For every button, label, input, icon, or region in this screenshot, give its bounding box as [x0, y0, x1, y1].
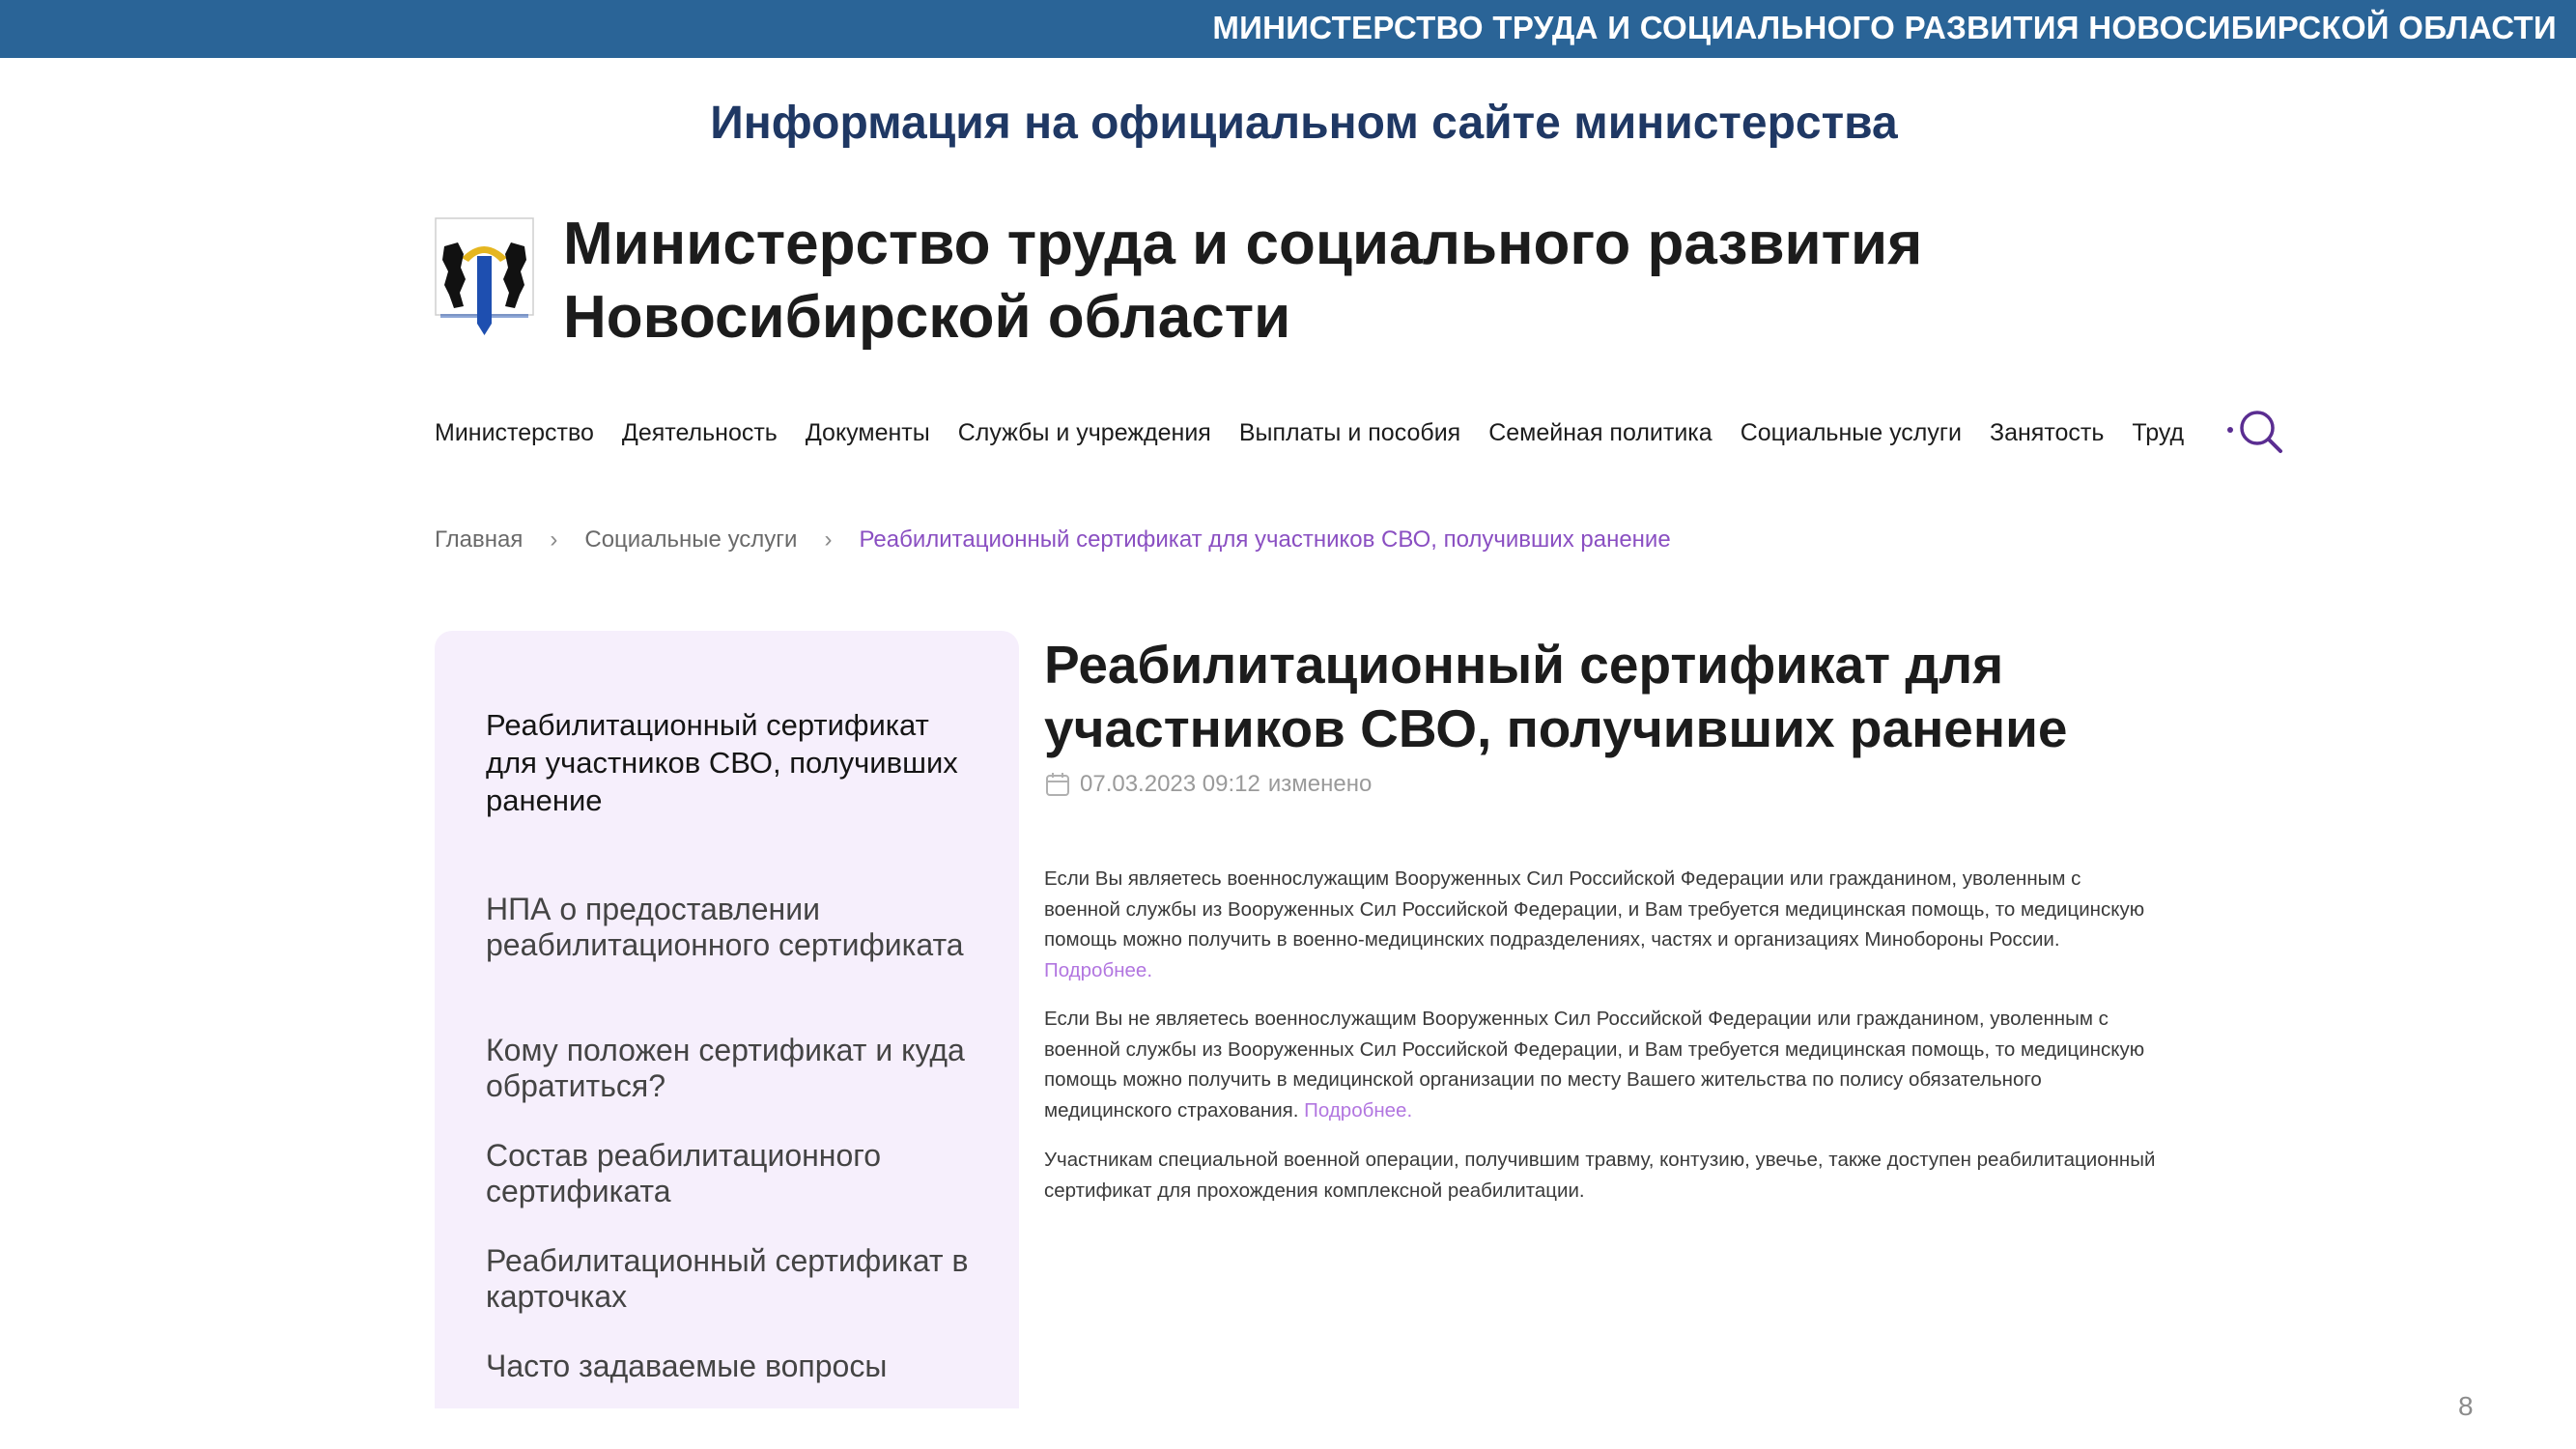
nav-item-documents[interactable]: Документы [805, 418, 930, 446]
nav-item-labor[interactable]: Труд [2132, 418, 2185, 446]
breadcrumb-separator: › [824, 526, 833, 553]
calendar-icon [1045, 772, 1070, 797]
sidebar [435, 631, 1019, 1408]
coat-of-arms-logo[interactable] [435, 217, 534, 338]
page-number: 8 [2458, 1391, 2474, 1421]
paragraph-text: медицинского страхования. [1044, 1098, 1299, 1122]
search-icon[interactable] [2226, 407, 2290, 459]
article-title-line1: Реабилитационный сертификат для [1044, 635, 2004, 695]
sidebar-item-cards[interactable]: Реабилитационный сертификат в карточках [486, 1243, 969, 1314]
more-link-1[interactable]: Подробнее. [1044, 958, 1153, 981]
banner-text: МИНИСТЕРСТВО ТРУДА И СОЦИАЛЬНОГО РАЗВИТИЯ НОВОСИБИРСКОЙ ОБЛАСТИ [1212, 10, 2557, 45]
article-title-line2: участников СВО, получивших ранение [1044, 698, 2068, 758]
paragraph-line: помощь можно получить в военно-медицинских подразделениях, частях и организациях Минобороны России. [1044, 928, 2060, 951]
paragraph-2 [1044, 1004, 2290, 1125]
article-changed-label: изменено [1267, 771, 1373, 797]
main-nav [435, 415, 2212, 450]
nav-item-social-services[interactable]: Социальные услуги [1740, 418, 1962, 446]
breadcrumb-section[interactable]: Социальные услуги [584, 526, 798, 553]
sidebar-item-who-eligible[interactable]: Кому положен сертификат и куда обратиться? [486, 1033, 965, 1103]
paragraph-line: сертификат для прохождения комплексной реабилитации. [1044, 1179, 1585, 1202]
paragraph-line: Если Вы являетесь военнослужащим Вооруженных Сил Российской Федерации или гражданином, уволенным с [1044, 867, 2081, 890]
site-title[interactable] [563, 208, 2109, 355]
sidebar-item-npa[interactable]: НПА о предоставлении реабилитационного сертификата [486, 892, 964, 962]
nav-item-employment[interactable]: Занятость [1989, 418, 2105, 446]
article-title [1044, 633, 2251, 760]
top-banner [0, 0, 2576, 58]
sidebar-item-composition[interactable]: Состав реабилитационного сертификата [486, 1138, 882, 1208]
breadcrumb-separator: › [550, 526, 558, 553]
nav-item-services[interactable]: Службы и учреждения [957, 418, 1211, 446]
nav-item-activity[interactable]: Деятельность [621, 418, 778, 446]
site-title-line2: Новосибирской области [563, 284, 1291, 351]
nav-item-payments[interactable]: Выплаты и пособия [1238, 418, 1461, 446]
more-link-2[interactable]: Подробнее. [1304, 1098, 1413, 1122]
sidebar-item-faq[interactable]: Часто задаваемые вопросы [486, 1349, 888, 1383]
breadcrumb-home[interactable]: Главная [435, 526, 524, 553]
article-date: 07.03.2023 09:12 [1080, 771, 1260, 797]
breadcrumb-current: Реабилитационный сертификат для участников СВО, получивших ранение [859, 526, 1671, 553]
paragraph-3 [1044, 1145, 2290, 1206]
nav-item-family-policy[interactable]: Семейная политика [1488, 418, 1713, 446]
paragraph-line: военной службы из Вооруженных Сил Российской Федерации, и Вам требуется медицинская помощь, то медицинскую [1044, 1037, 2145, 1061]
article-meta [1045, 771, 1372, 798]
site-title-line1: Министерство труда и социального развития [563, 211, 1923, 277]
paragraph-line: Участникам специальной военной операции, получившим травму, контузию, увечье, также доступен реабилитационный [1044, 1149, 2156, 1171]
slide-title: Информация на официальном сайте министерства [710, 98, 1898, 149]
paragraph-line [1044, 1095, 2290, 1126]
sidebar-item-active[interactable]: Реабилитационный сертификат для участников СВО, получивших ранение [486, 708, 958, 817]
breadcrumb [435, 526, 1671, 554]
paragraph-1 [1044, 864, 2290, 985]
paragraph-line: помощь можно получить в медицинской организации по месту Вашего жительства по полису обязательного [1044, 1068, 2042, 1091]
nav-item-ministry[interactable]: Министерство [435, 418, 594, 446]
paragraph-line: Если Вы не являетесь военнослужащим Вооруженных Сил Российской Федерации или гражданином, уволенным с [1044, 1008, 2109, 1030]
paragraph-line: военной службы из Вооруженных Сил Российской Федерации, и Вам требуется медицинская помощь, то медицинскую [1044, 897, 2145, 921]
